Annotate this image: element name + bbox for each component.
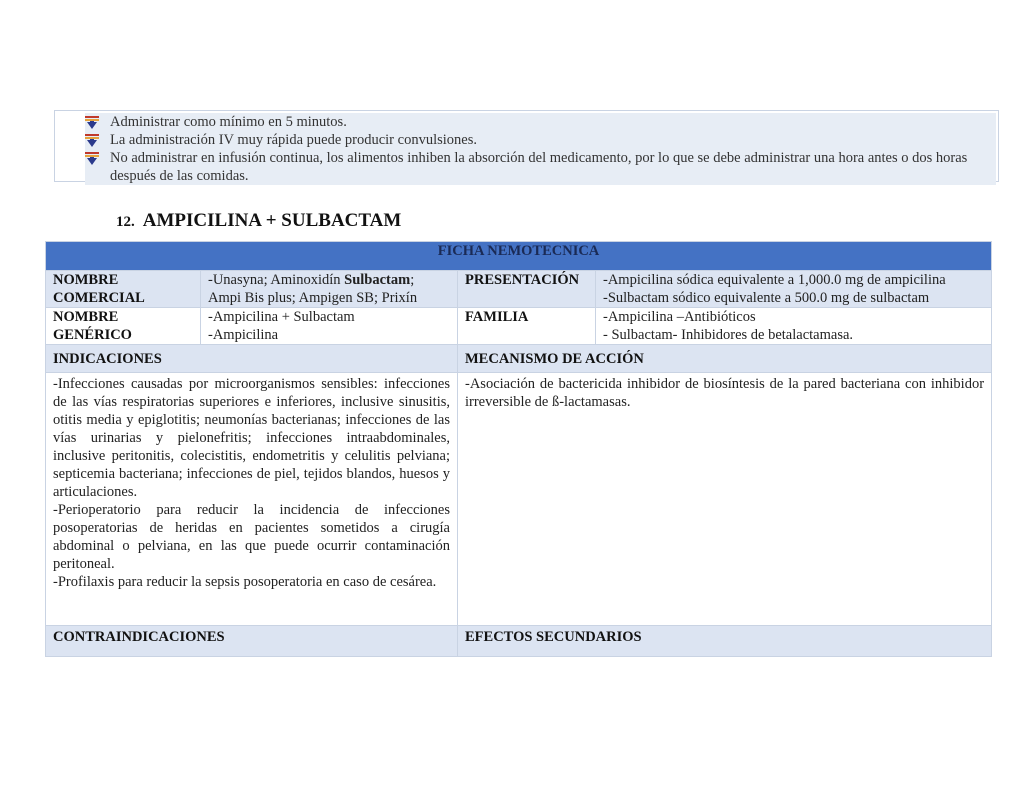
brand-names-bold: Sulbactam bbox=[344, 272, 411, 288]
indicacion-paragraph: -Perioperatorio para reducir la incidencia de infecciones posoperatorias de heridas en pacientes sometidos a cirugía abdominal o pelviana, en las que puede ocurrir contaminación peritoneal. bbox=[53, 502, 450, 572]
indicacion-paragraph: -Infecciones causadas por microorganismos sensibles: infecciones de las vías respiratorias superiores e inferiores, inclusive sinusitis, otitis media y epiglotitis; neumonías bacterianas; infecciones de las vías urinarias y pielonefritis; infecciones intraabdominales, inclusive peritonitis, colecistitis, endometritis y celulitis pelviana; septicemia bacteriana; infecciones de piel, tejidos blandos, huesos y articulaciones. bbox=[53, 376, 450, 500]
label-nombre-generico: NOMBRE GENÉRICO bbox=[46, 308, 201, 345]
ficha-table bbox=[45, 241, 992, 657]
label-contraindicaciones: CONTRAINDICACIONES bbox=[46, 626, 458, 657]
row-nombre-comercial bbox=[46, 271, 992, 308]
row-section-labels bbox=[46, 345, 992, 373]
section-title: AMPICILINA + SULBACTAM bbox=[142, 210, 402, 231]
indicacion-paragraph: -Profilaxis para reducir la sepsis posoperatoria en caso de cesárea. bbox=[53, 574, 437, 590]
row-bottom-labels bbox=[46, 626, 992, 657]
notes-list bbox=[85, 113, 996, 185]
familia-line: -Ampicilina –Antibióticos bbox=[603, 309, 756, 325]
generico-line: -Ampicilina + Sulbactam bbox=[208, 309, 355, 325]
arrow-down-bullet-icon bbox=[85, 152, 99, 165]
value-presentacion bbox=[596, 271, 992, 308]
generico-line: -Ampicilina bbox=[208, 327, 279, 343]
ficha-header: FICHA NEMOTECNICA bbox=[46, 242, 992, 271]
familia-line: - Sulbactam- Inhibidores de betalactamasa. bbox=[603, 327, 854, 343]
value-mecanismo: -Asociación de bactericida inhibidor de biosíntesis de la pared bacteriana con inhibidor irreversible de ß-lactamasas. bbox=[458, 373, 992, 626]
value-nombre-generico bbox=[201, 308, 458, 345]
note-text: No administrar en infusión continua, los alimentos inhiben la absorción del medicamento, por lo que se debe administrar una hora antes o dos horas después de las comidas. bbox=[110, 150, 968, 184]
ficha-header-row bbox=[46, 242, 992, 271]
value-indicaciones bbox=[46, 373, 458, 626]
section-number: 12. bbox=[116, 214, 135, 230]
note-text: La administración IV muy rápida puede producir convulsiones. bbox=[110, 132, 477, 148]
row-nombre-generico bbox=[46, 308, 992, 345]
label-presentacion: PRESENTACIÓN bbox=[458, 271, 596, 308]
label-indicaciones: INDICACIONES bbox=[46, 345, 458, 373]
arrow-down-bullet-icon bbox=[85, 116, 99, 129]
note-item bbox=[85, 149, 996, 185]
note-text: Administrar como mínimo en 5 minutos. bbox=[110, 114, 347, 130]
section-heading bbox=[116, 210, 401, 232]
presentacion-line: -Sulbactam sódico equivalente a 500.0 mg de sulbactam bbox=[603, 290, 930, 306]
note-item bbox=[85, 131, 996, 149]
administration-notes-box bbox=[54, 110, 999, 182]
row-section-content bbox=[46, 373, 992, 626]
label-mecanismo: MECANISMO DE ACCIÓN bbox=[458, 345, 992, 373]
note-item bbox=[85, 113, 996, 131]
brand-names-part2: ; Ampi Bis plus; Ampigen SB; Prixín bbox=[208, 272, 418, 306]
presentacion-line: -Ampicilina sódica equivalente a 1,000.0 mg de ampicilina bbox=[603, 272, 946, 288]
value-familia bbox=[596, 308, 992, 345]
value-nombre-comercial bbox=[201, 271, 458, 308]
label-efectos: EFECTOS SECUNDARIOS bbox=[458, 626, 992, 657]
label-nombre-comercial: NOMBRE COMERCIAL bbox=[46, 271, 201, 308]
arrow-down-bullet-icon bbox=[85, 134, 99, 147]
brand-names-part1: -Unasyna; Aminoxidín bbox=[208, 272, 345, 288]
label-familia: FAMILIA bbox=[458, 308, 596, 345]
